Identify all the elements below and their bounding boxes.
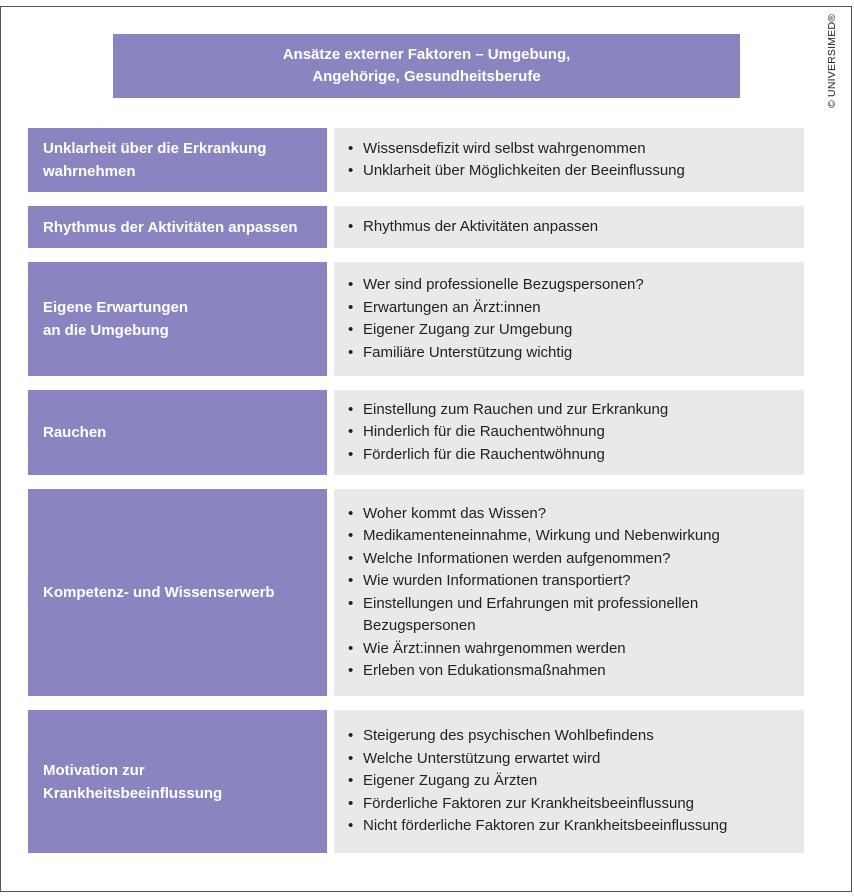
factor-row (28, 262, 804, 376)
bullet-item: • Welche Informationen werden aufgenommen? (348, 548, 804, 571)
category-label (28, 489, 327, 696)
bullet-list (334, 390, 804, 475)
bullet-item: • Erleben von Edukationsmaßnahmen (348, 660, 804, 683)
copyright-notice: © UNIVERSIMED® (826, 13, 838, 108)
category-label-line: Krankheitsbeeinflussung (43, 784, 223, 802)
category-label-line: wahrnehmen (43, 163, 136, 180)
bullet-item: • Förderliche Faktoren zur Krankheitsbeeinflussung (348, 793, 804, 816)
bullet-item: • Wie Ärzt:innen wahrgenommen werden (348, 638, 804, 661)
category-label (28, 128, 327, 192)
bullet-item: • Welche Unterstützung erwartet wird (348, 748, 804, 771)
bullet-item: • Nicht förderliche Faktoren zur Krankheitsbeeinflussung (348, 815, 804, 838)
category-label-line: Eigene Erwartungen (43, 299, 189, 316)
bullet-list (334, 206, 804, 248)
bullet-item: • Rhythmus der Aktivitäten anpassen (348, 216, 804, 239)
bullet-item: • Hinderlich für die Rauchentwöhnung (348, 421, 804, 444)
bullet-item: • Familiäre Unterstützung wichtig (348, 342, 804, 365)
category-label (28, 206, 327, 248)
factor-row (28, 489, 804, 696)
figure-title-line-2: Angehörige, Gesundheitsberufe (312, 68, 541, 85)
category-label (28, 390, 327, 475)
category-label (28, 262, 327, 376)
bullet-item: • Medikamenteneinnahme, Wirkung und Nebenwirkung (348, 525, 804, 548)
bullet-item: • Wer sind professionelle Bezugspersonen? (348, 274, 804, 297)
bullet-item: • Unklarheit über Möglichkeiten der Beeinflussung (348, 160, 804, 183)
bullet-list (334, 262, 804, 376)
category-label (28, 710, 327, 853)
bullet-item: • Förderlich für die Rauchentwöhnung (348, 444, 804, 467)
bullet-item: • Eigener Zugang zur Umgebung (348, 319, 804, 342)
bullet-item: • Wie wurden Informationen transportiert? (348, 570, 804, 593)
factor-row (28, 206, 804, 248)
bullet-list (334, 489, 804, 696)
factor-row (28, 710, 804, 853)
category-label-line: Kompetenz- und Wissenserwerb (43, 584, 275, 601)
bullet-item: • Steigerung des psychischen Wohlbefindens (348, 725, 804, 748)
category-label-line: Rauchen (43, 424, 107, 441)
factor-row (28, 128, 804, 192)
bullet-item: • Woher kommt das Wissen? (348, 503, 804, 526)
bullet-item: • Einstellung zum Rauchen und zur Erkrankung (348, 399, 804, 422)
bullet-list (334, 128, 804, 192)
category-label-line: Rhythmus der Aktivitäten anpassen (43, 218, 298, 236)
figure-title-line-1: Ansätze externer Faktoren – Umgebung, (282, 46, 571, 63)
bullet-item: • Wissensdefizit wird selbst wahrgenommen (348, 138, 804, 161)
figure-title (113, 34, 740, 98)
category-label-line: Unklarheit über die Erkrankung (43, 140, 267, 157)
bullet-list (334, 710, 804, 853)
factor-row (28, 390, 804, 475)
category-label-line: Motivation zur (43, 761, 145, 779)
bullet-item: • Eigener Zugang zu Ärzten (348, 770, 804, 793)
bullet-item: • Erwartungen an Ärzt:innen (348, 297, 804, 320)
bullet-item: • Einstellungen und Erfahrungen mit professionellen Bezugspersonen (348, 593, 804, 638)
category-label-line: an die Umgebung (43, 322, 169, 339)
